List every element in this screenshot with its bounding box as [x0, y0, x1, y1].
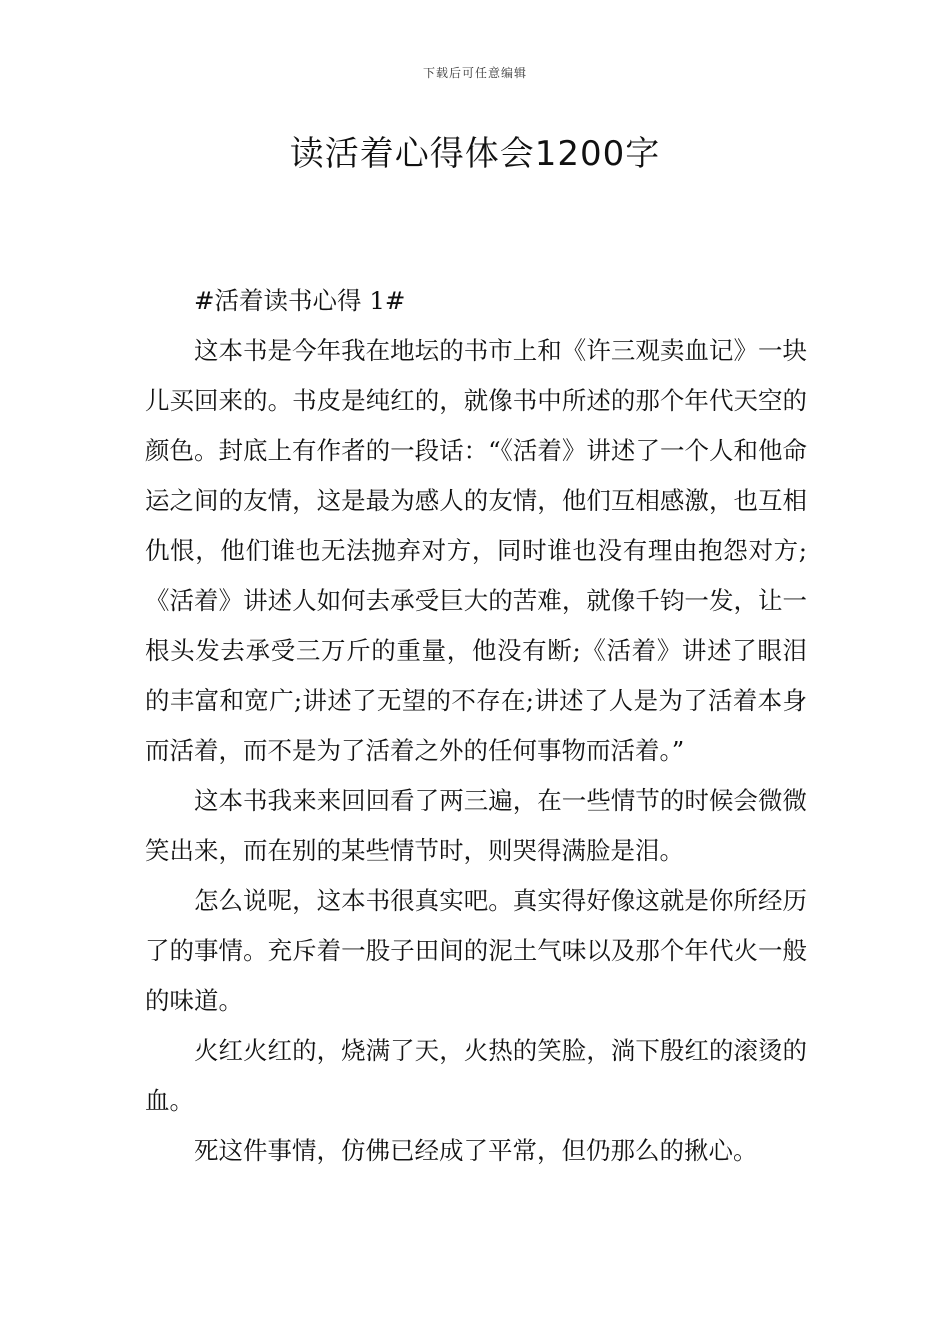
section-heading: #活着读书心得 1#: [194, 286, 406, 315]
paragraph: 这本书我来来回回看了两三遍，在一些情节的时候会微微笑出来，而在别的某些情节时，则哭得满脸是泪。: [145, 786, 807, 865]
paragraph: 死这件事情，仿佛已经成了平常，但仍那么的揪心。: [194, 1136, 758, 1165]
document-title: 读活着心得体会1200字: [289, 134, 661, 174]
paragraph: 火红火红的，烧满了天，火热的笑脸，淌下殷红的滚烫的血。: [145, 1036, 807, 1115]
paragraph: 怎么说呢，这本书很真实吧。真实得好像这就是你所经历了的事情。充斥着一股子田间的泥土气味以及那个年代火一般的味道。: [145, 886, 807, 1015]
document-body: [145, 276, 807, 1176]
paragraph: 这本书是今年我在地坛的书市上和《许三观卖血记》一块儿买回来的。书皮是纯红的，就像书中所述的那个年代天空的颜色。封底上有作者的一段话：“《活着》讲述了一个人和他命运之间的友情，这是最为感人的友情，他们互相感激，也互相仇恨，他们谁也无法抛弃对方，同时谁也没有理由抱怨对方;《活着》讲述人如何去承受巨大的苦难，就像千钧一发，让一根头发去承受三万斤的重量，他没有断;《活着》讲述了眼泪的丰富和宽广;讲述了无望的不存在;讲述了人是为了活着本身而活着，而不是为了活着之外的任何事物而活着。”: [145, 336, 807, 765]
header-note: 下载后可任意编辑: [422, 66, 527, 80]
